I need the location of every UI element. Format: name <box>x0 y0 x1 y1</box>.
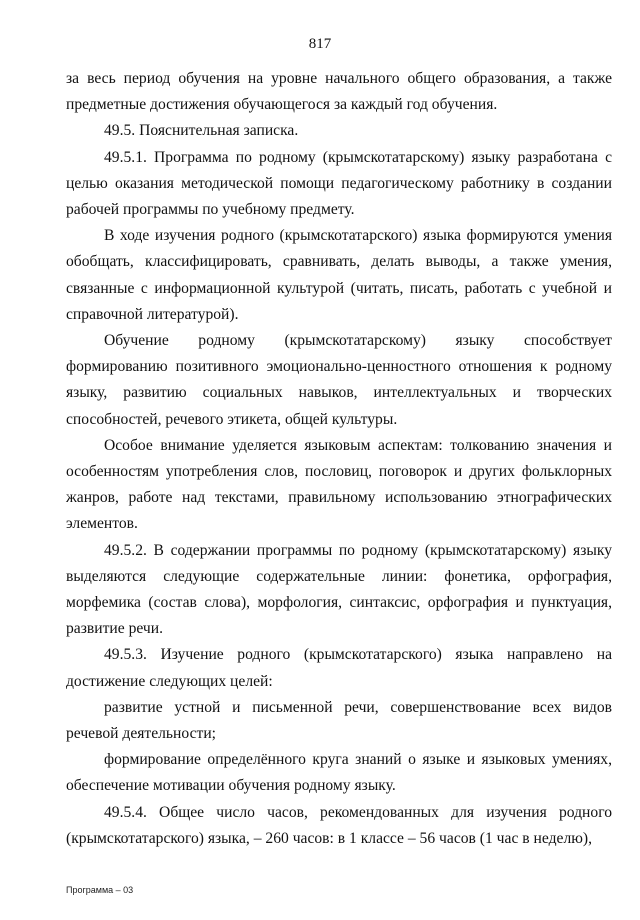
document-body <box>66 66 612 852</box>
paragraph-learning-benefits: Обучение родному (крымскотатарскому) языку способствует формированию позитивного эмоционально-ценностного отношения к родному языку, развитию социальных навыков, интеллектуальных и творческих способностей, речевого этикета, общей культуры. <box>66 332 612 428</box>
paragraph-continuation: за весь период обучения на уровне начального общего образования, а также предметные достижения обучающегося за каждый год обучения. <box>66 70 612 114</box>
section-heading-49-5: 49.5. Пояснительная записка. <box>104 122 299 140</box>
paragraph-49-5-1: 49.5.1. Программа по родному (крымскотатарскому) языку разработана с целью оказания методической помощи педагогическому работнику в создании рабочей программы по учебному предмету. <box>66 148 612 219</box>
footer-label: Программа – 03 <box>66 885 134 895</box>
paragraph-skills: В ходе изучения родного (крымскотатарского) языка формируются умения обобщать, классифицировать, сравнивать, делать выводы, а также умения, связанные с информационной культурой (читать, писать, работать с учебной и справочной литературой). <box>66 227 612 323</box>
paragraph-goal-knowledge: формирование определённого круга знаний о языке и языковых умениях, обеспечение мотивации обучения родному языку. <box>66 751 612 795</box>
paragraph-49-5-2: 49.5.2. В содержании программы по родному (крымскотатарскому) языку выделяются следующие содержательные линии: фонетика, орфография, морфемика (состав слова), морфология, синтаксис, орфография и пунктуация, развитие речи. <box>66 541 612 638</box>
paragraph-language-aspects: Особое внимание уделяется языковым аспектам: толкованию значения и особенностям употребления слов, пословиц, поговорок и других фольклорных жанров, работе над текстами, правильному использованию этнографических элементов. <box>66 436 612 533</box>
page-number: 817 <box>308 36 332 52</box>
paragraph-49-5-3: 49.5.3. Изучение родного (крымскотатарского) языка направлено на достижение следующих целей: <box>66 646 612 690</box>
paragraph-goal-speech: развитие устной и письменной речи, совершенствование всех видов речевой деятельности; <box>66 698 612 743</box>
paragraph-49-5-4: 49.5.4. Общее число часов, рекомендованных для изучения родного (крымскотатарского) языка, – 260 часов: в 1 классе – 56 часов (1 час в неделю), <box>66 803 612 847</box>
